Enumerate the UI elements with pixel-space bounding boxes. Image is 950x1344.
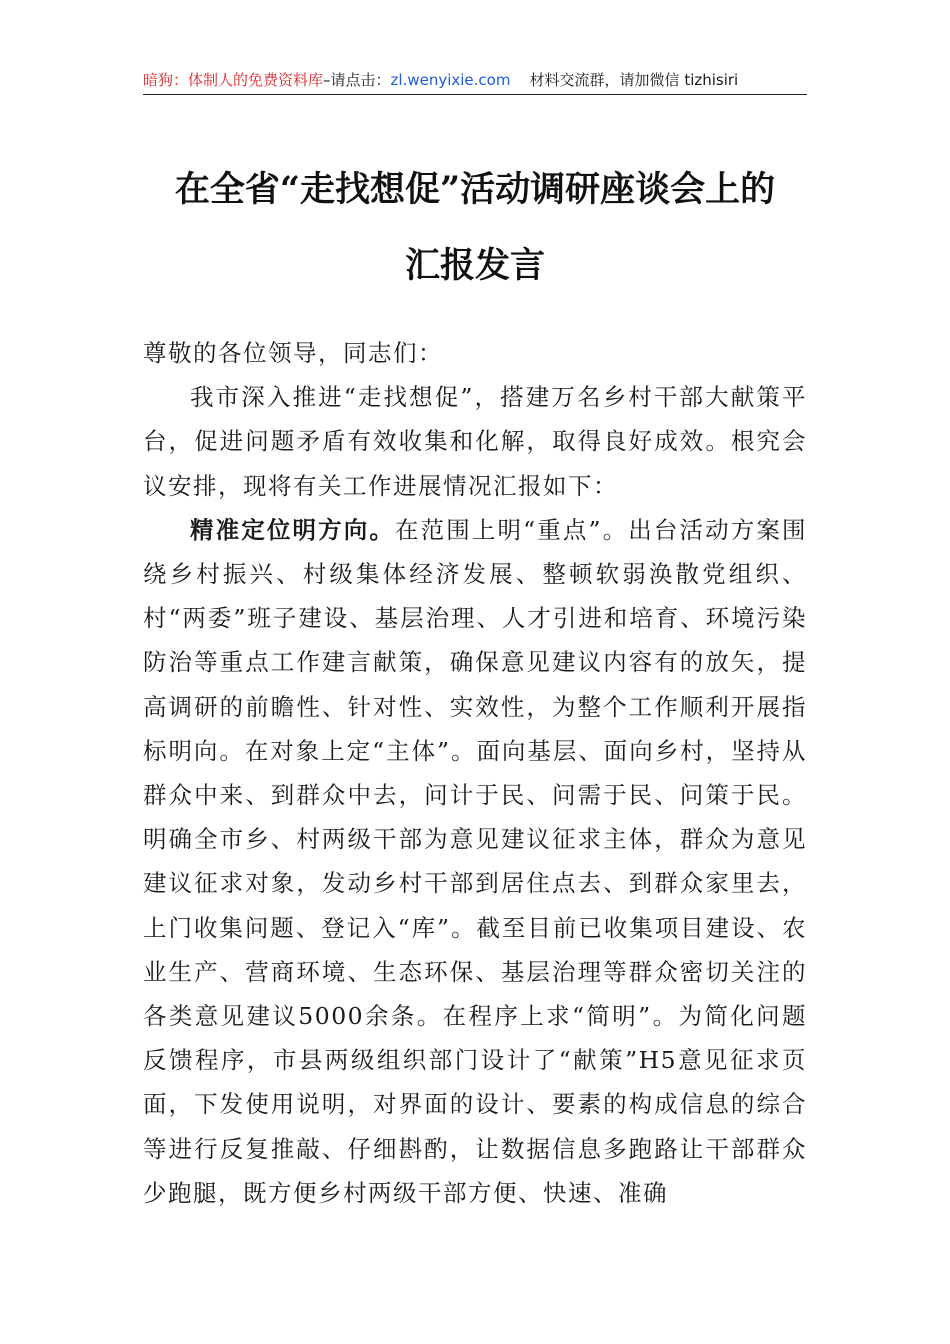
document-body [143, 331, 807, 1215]
header-click-prompt: –请点击： [323, 71, 391, 89]
header-divider [143, 94, 807, 95]
section-1-body: 在范围上明“重点”。出台活动方案围绕乡村振兴、村级集体经济发展、整顿软弱涣散党组织、村“两委”班子建设、基层治理、人才引进和培育、环境污染防治等重点工作建言献策，确保意见建议内容有的放矢，提高调研的前瞻性、针对性、实效性，为整个工作顺利开展指标明向。在对象上定“主体”。面向基层、面向乡村，坚持从群众中来、到群众中去，问计于民、问需于民、问策于民。明确全市乡、村两级干部为意见建议征求主体，群众为意见建议征求对象，发动乡村干部到居住点去、到群众家里去，上门收集问题、登记入“库”。截至目前已收集项目建设、农业生产、营商环境、生态环保、基层治理等群众密切关注的各类意见建议5000余条。在程序上求“简明”。为简化问题反馈程序，市县两级组织部门设计了“献策”H5意见征求页面，下发使用说明，对界面的设计、要素的构成信息的综合等进行反复推敲、仔细斟酌，让数据信息多跑路让干部群众少跑腿，既方便乡村两级干部方便、快速、准确 [143, 515, 808, 1207]
section-1-heading: 精准定位明方向。 [190, 515, 395, 544]
salutation: 尊敬的各位领导，同志们： [143, 339, 443, 367]
document-header [143, 68, 807, 92]
section-1-paragraph [143, 508, 807, 1215]
header-url-link[interactable]: zl.wenyixie.com [390, 71, 511, 89]
header-group-note: 材料交流群，请加微信 tizhisiri [529, 71, 739, 89]
title-line-2: 汇报发言 [404, 245, 545, 286]
title-line-1: 在全省“走找想促”活动调研座谈会上的 [174, 169, 776, 210]
intro-paragraph: 我市深入推进“走找想促”，搭建万名乡村干部大献策平台，促进问题矛盾有效收集和化解，取得良好成效。根究会议安排，现将有关工作进展情况汇报如下： [143, 383, 807, 500]
header-brand: 暗狗：体制人的免费资料库 [143, 71, 324, 89]
document-title [143, 152, 807, 304]
